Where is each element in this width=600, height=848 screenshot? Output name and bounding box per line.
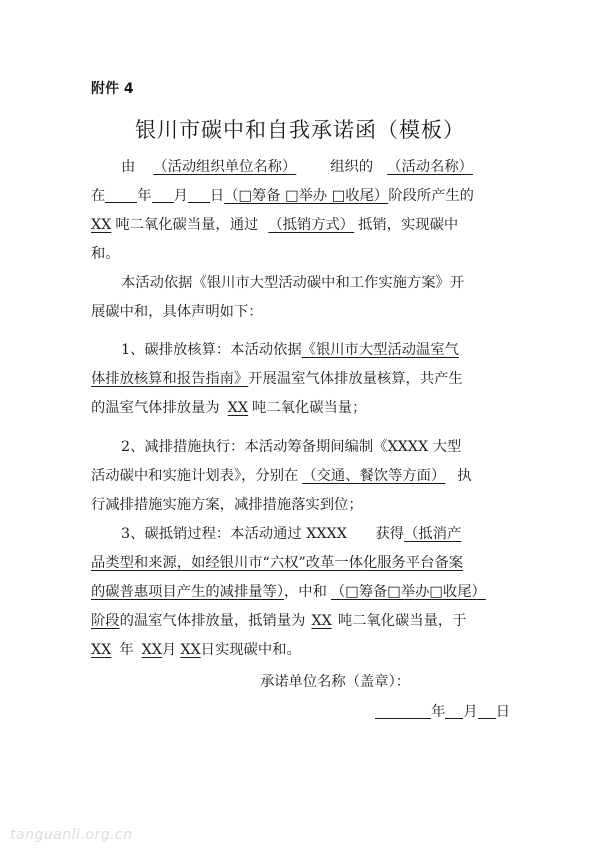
item3-line-5: XX 年 XX月 XX日实现碳中和。 — [91, 642, 301, 658]
org-name-field: （活动组织单位名称） — [153, 159, 297, 175]
item1-amount: XX — [227, 400, 249, 416]
date-year: XX — [91, 642, 112, 658]
watermark-text: tanguanli.org.cn — [10, 827, 133, 843]
item1-line-1: 1、碳排放核算：本活动依据《银川市大型活动温室气 — [121, 342, 459, 358]
phase-options: （□筹备 □举办 □收尾） — [224, 188, 389, 204]
offset-amount: XX — [311, 613, 332, 629]
product-field: （抵消产 — [404, 526, 462, 542]
product-field-end: 的碳普惠项目产生的减排量等） — [91, 584, 285, 600]
attachment-label: 附件 4 — [91, 81, 134, 97]
item1-line-2: 体排放核算和报告指南》开展温室气体排放量核算，共产生 — [91, 371, 463, 387]
item2-line-3: 行减排措施实施方案，减排措施落实到位； — [91, 497, 363, 513]
document-title: 银川市碳中和自我承诺函（模板） — [135, 118, 465, 142]
item3-line-2 — [91, 552, 519, 574]
date-day: XX — [180, 642, 201, 658]
item2-line-1: 2、减排措施执行：本活动筹备期间编制《XXXX 大型 — [121, 439, 462, 455]
item3-line-3: 的碳普惠项目产生的减排量等），中和 （□筹备□举办□收尾） — [91, 584, 486, 600]
aspects-field: （交通、餐饮等方面） — [302, 468, 446, 484]
product-field-cont: 品类型和来源，如经银川市“六权”改革一体化服务平台备案 — [91, 555, 464, 571]
activity-name-field: （活动名称） — [387, 159, 473, 175]
offset-method-field: （抵销方式） — [268, 217, 355, 233]
item3-phase-options: （□筹备□举办□收尾） — [330, 584, 486, 600]
basis-line-1: 本活动依据《银川市大型活动碳中和工作实施方案》开 — [121, 275, 465, 291]
date-month: XX — [141, 642, 163, 658]
item3-line-4: 阶段的温室气体排放量，抵销量为 XX 吨二氧化碳当量，于 — [91, 613, 467, 629]
intro-line-3: XX 吨二氧化碳当量，通过 （抵销方式） 抵销，实现碳中 — [91, 217, 459, 233]
intro-line-1: 由 （活动组织单位名称） 组织的 （活动名称） — [121, 156, 519, 178]
intro-line-2: 在 年 月 日（□筹备 □举办 □收尾）阶段所产生的 — [91, 188, 474, 204]
guide-title-cont: 体排放核算和报告指南》 — [91, 371, 249, 387]
signature-unit-label: 承诺单位名称（盖章）： — [259, 674, 411, 690]
item3-line-1: 3、碳抵销过程：本活动通过 XXXX 获得（抵消产 — [121, 526, 462, 542]
signature-date: 年 月 日 — [91, 701, 510, 723]
guide-title: 《银川市大型活动温室气 — [301, 342, 459, 358]
intro-line-4: 和。 — [91, 246, 120, 262]
basis-line-2: 展碳中和，具体声明如下： — [91, 304, 263, 320]
item1-line-3: 的温室气体排放量为 XX 吨二氧化碳当量； — [91, 400, 367, 416]
emission-amount: XX — [91, 217, 112, 233]
item2-line-2: 活动碳中和实施计划表》，分别在 （交通、餐饮等方面） 执 — [91, 468, 472, 484]
